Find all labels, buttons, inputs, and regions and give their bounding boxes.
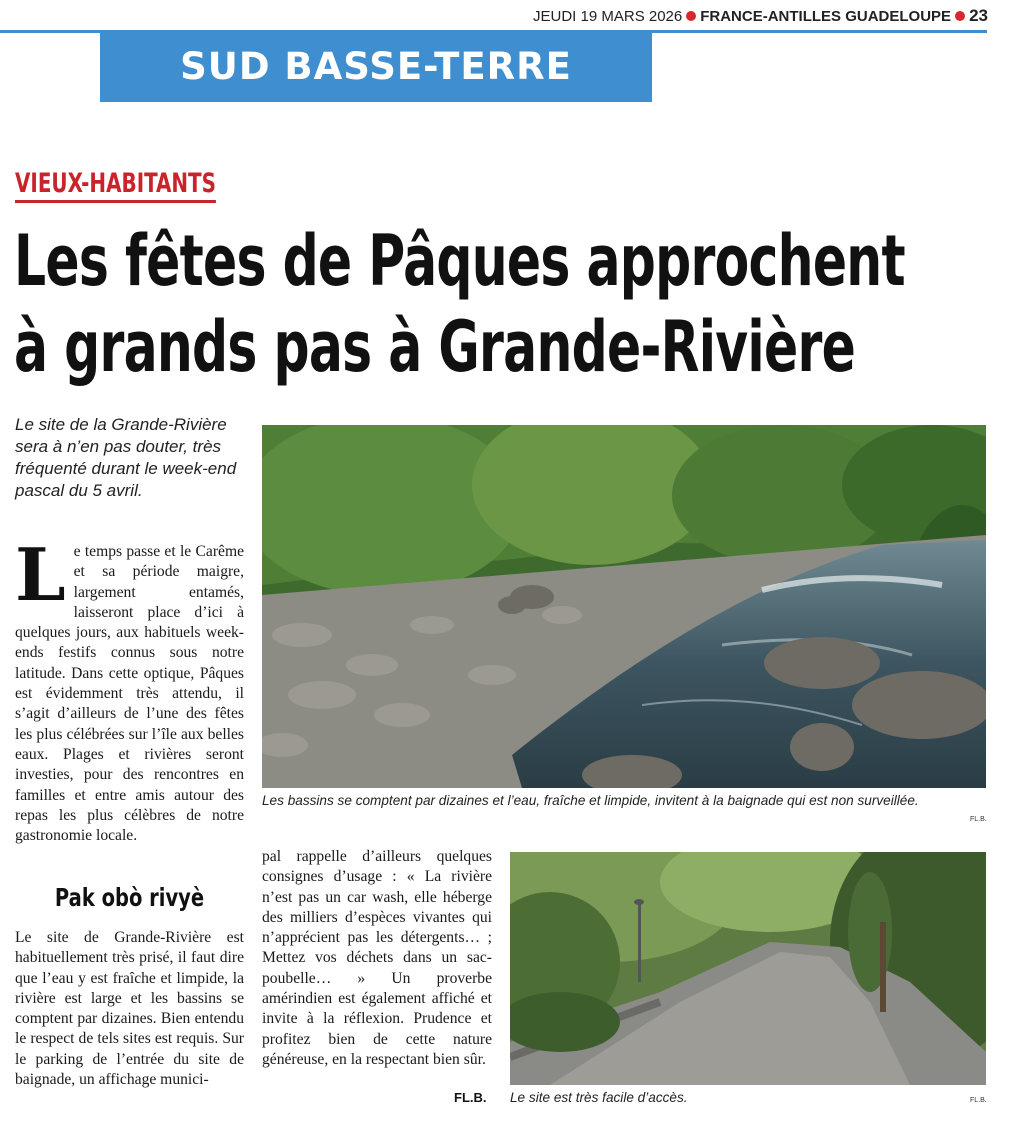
- access-road-photo-credit: FL.B.: [970, 1097, 987, 1104]
- article-column-2: [262, 847, 492, 1070]
- header-info: [533, 6, 988, 26]
- paragraph-3: pal rappelle d’ailleurs quelques consignes d’usage : « La rivière n’est pas un car wash, elle héberge des milliers d’espèces vivantes qui n’apprécient pas les détergents… ; Mettez vos déchets dans un sac-poubelle… » Un proverbe amérindien est également affiché et invite à la réflexion. Prudence et profitez bien de cette nature généreuse, en la respectant bien sûr.: [262, 848, 492, 1068]
- river-photo: [262, 425, 986, 788]
- article-kicker: VIEUX-HABITANTS: [15, 168, 216, 203]
- section-banner: [100, 33, 652, 102]
- article-column-1-continued: [15, 928, 244, 1090]
- article-headline: [14, 218, 905, 390]
- article-column-1: [15, 532, 244, 846]
- dot-icon: [686, 11, 696, 21]
- paragraph-1: e temps passe et le Carême et sa période maigre, largement entamés, laisseront place d’ici à quelques jours, aux habituels week-ends festifs connus sous notre latitude. Dans cette optique, Pâques est évidemment très attendu, il s’agit d’ailleurs de l’une des fêtes les plus célébrées sur l’île aux belles eaux. Plages et rivières seront investies, pour des rencontres en familles et entre amis autour des repas les plus célèbres de notre gastronomie locale.: [15, 543, 244, 845]
- access-road-photo-caption: Le site est très facile d’accès.: [510, 1090, 688, 1105]
- headline-line-2: à grands pas à Grande-Rivière: [14, 306, 856, 388]
- article-subhead: Pak obò rivyè: [54, 883, 205, 912]
- header-publication: FRANCE-ANTILLES GUADELOUPE: [700, 8, 952, 25]
- river-photo-caption: Les bassins se comptent par dizaines et l’eau, fraîche et limpide, invitent à la baignade qui est non surveillée.: [262, 793, 919, 808]
- dot-icon: [955, 11, 965, 21]
- author-signature: FL.B.: [454, 1090, 487, 1105]
- drop-cap: L: [15, 532, 66, 617]
- paragraph-2: Le site de Grande-Rivière est habituellement très prisé, il faut dire que l’eau y est fraîche et limpide, la rivière est large et les bassins se comptent par dizaines. Bien entendu le respect de tels sites est requis. Sur le parking de l’entrée du site de baignade, un affichage munici-: [15, 929, 244, 1089]
- river-photo-credit: FL.B.: [970, 816, 987, 823]
- headline-line-1: Les fêtes de Pâques approchent: [14, 220, 905, 302]
- header-date: JEUDI 19 MARS 2026: [533, 8, 683, 25]
- page-number: 23: [969, 6, 988, 25]
- section-title: SUD BASSE-TERRE: [180, 45, 572, 88]
- access-road-photo: [510, 852, 986, 1085]
- article-chapeau: Le site de la Grande-Rivière sera à n’en pas douter, très fréquenté durant le week-end pascal du 5 avril.: [15, 415, 237, 500]
- page-header: [0, 0, 1036, 32]
